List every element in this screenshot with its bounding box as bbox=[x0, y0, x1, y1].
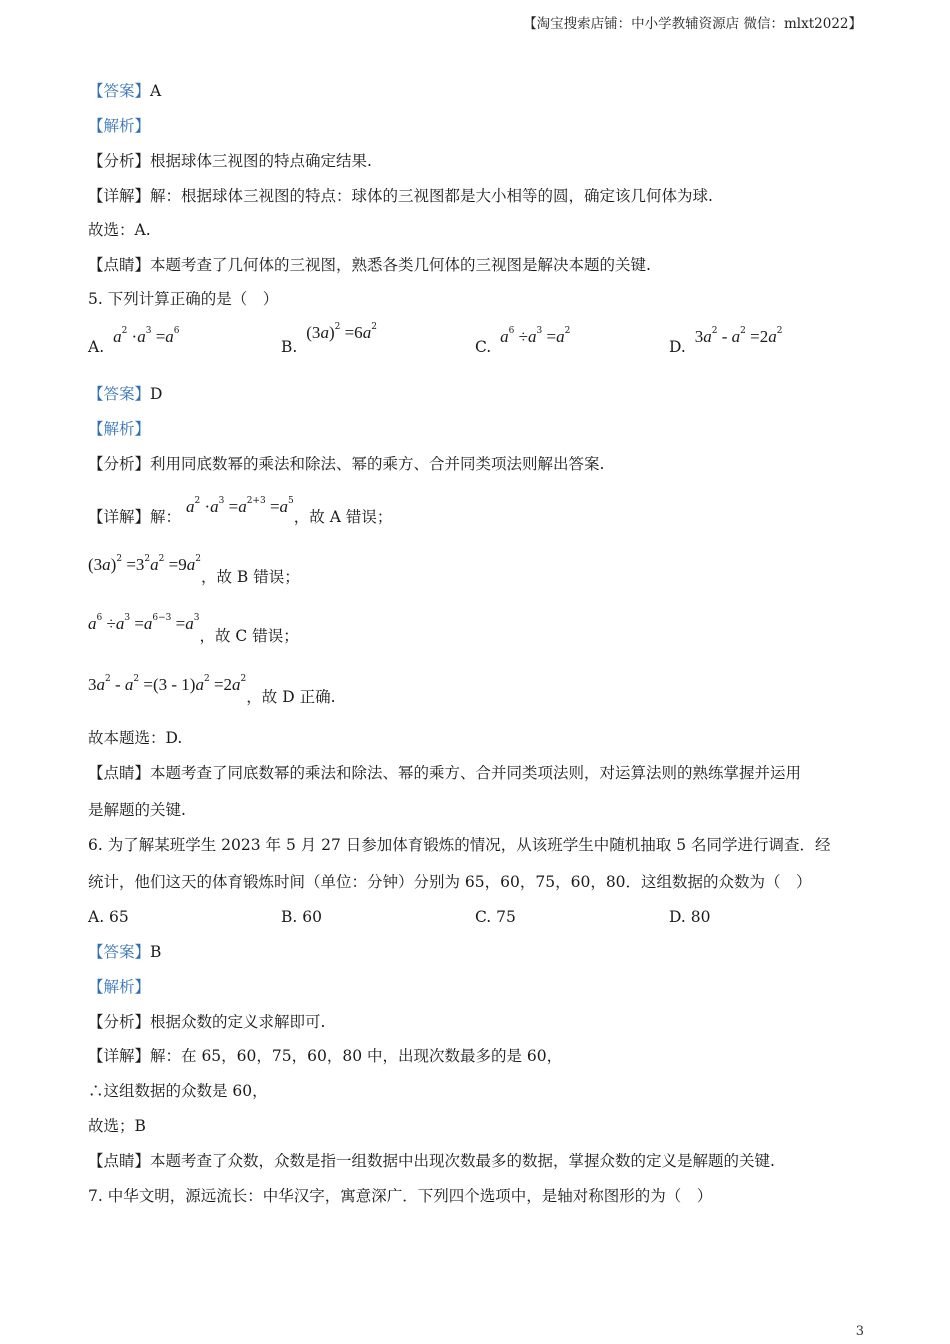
q5-analysis-tag: 【解析】 bbox=[88, 420, 151, 438]
q5-detail-c-tail: ，故 C 错误； bbox=[199, 627, 299, 645]
q5-note-tag: 【点睛】 bbox=[88, 764, 151, 782]
q5-option-b-formula: $(3a)^2 =6a^2$ bbox=[306, 322, 377, 342]
q5-option-d-formula: $3a^2 - a^2 =2a^2$ bbox=[694, 326, 783, 346]
q6-option-c: C. 75 bbox=[475, 908, 516, 926]
q7-stem: 7. 中华文明，源远流长：中华汉字，寓意深广．下列四个选项中，是轴对称图形的为（ ） bbox=[88, 1187, 713, 1205]
q5-option-a-formula: $a^2 \cdot a^3 =a^6$ bbox=[113, 326, 180, 346]
q5-detail-tag: 【详解】 bbox=[88, 508, 151, 526]
q5-answer-tag: 【答案】 bbox=[88, 385, 151, 403]
answer-tag: 【答案】 bbox=[88, 82, 151, 100]
q6-detail-line bbox=[88, 1045, 562, 1067]
q5-stem: 5. 下列计算正确的是（ ） bbox=[88, 290, 279, 308]
detail-tag: 【详解】 bbox=[88, 187, 151, 205]
q5-detail-d-formula: $3a^2 - a^2 =(3 - 1)a^2 =2a^2$ bbox=[88, 674, 247, 694]
q5-detail-b bbox=[88, 548, 300, 586]
detail-line bbox=[88, 185, 713, 207]
q5-detail-c bbox=[88, 607, 299, 645]
answer-line bbox=[88, 80, 161, 102]
q6-fenxi-tag: 【分析】 bbox=[88, 1013, 151, 1031]
q5-option-d: D. $3a^2 - a^2 =2a^2$ bbox=[669, 326, 783, 356]
page-header: 【淘宝搜索店铺：中小学教辅资源店 微信：mlxt2022】 bbox=[523, 16, 862, 32]
fenxi-line bbox=[88, 150, 372, 172]
q6-stem-line2: 统计，他们这天的体育锻炼时间（单位：分钟）分别为 65，60，75，60，80．这组数据的众数为（ ） bbox=[88, 873, 812, 891]
q6-stem-line1: 6. 为了解某班学生 2023 年 5 月 27 日参加体育锻炼的情况，从该班学生中随机抽取 5 名同学进行调查．经 bbox=[88, 836, 831, 854]
q6-note-text: 本题考查了众数，众数是指一组数据中出现次数最多的数据，掌握众数的定义是解题的关键. bbox=[150, 1152, 775, 1170]
q6-fenxi-line bbox=[88, 1011, 325, 1033]
q5-fenxi-line bbox=[88, 453, 604, 475]
page-number: 3 bbox=[855, 1324, 864, 1339]
q6-note-line bbox=[88, 1150, 775, 1172]
q6-therefore-line: ∴这组数据的众数是 60， bbox=[88, 1082, 268, 1100]
q5-option-c: C. $a^6 \div a^3 =a^2$ bbox=[475, 326, 571, 356]
q6-answer-tag: 【答案】 bbox=[88, 943, 151, 961]
note-tag: 【点睛】 bbox=[88, 256, 151, 274]
q6-detail-text: 解：在 65，60，75，60，80 中，出现次数最多的是 60， bbox=[150, 1047, 563, 1065]
choose-line: 故选：A. bbox=[88, 221, 151, 239]
q6-choose-line: 故选；B bbox=[88, 1117, 146, 1135]
q6-option-a: A. 65 bbox=[88, 908, 129, 926]
note-text: 本题考查了几何体的三视图，熟悉各类几何体的三视图是解决本题的关键. bbox=[150, 256, 651, 274]
q6-note-tag: 【点睛】 bbox=[88, 1152, 151, 1170]
q5-detail-d-tail: ，故 D 正确. bbox=[246, 688, 336, 706]
q5-detail-a bbox=[88, 490, 393, 526]
q5-answer-value: D bbox=[150, 385, 163, 403]
q5-option-c-formula: $a^6 \div a^3 =a^2$ bbox=[500, 326, 571, 346]
q5-detail-a-formula: $a^2 \cdot a^3 =a^{2+3} =a^5$ bbox=[185, 496, 294, 516]
q5-note-line1 bbox=[88, 762, 801, 784]
q6-answer-line bbox=[88, 941, 161, 963]
fenxi-tag: 【分析】 bbox=[88, 152, 151, 170]
q5-detail-lead: 解： bbox=[150, 508, 182, 526]
q5-detail-b-tail: ，故 B 错误； bbox=[200, 568, 300, 586]
q5-answer-line bbox=[88, 383, 162, 405]
q5-detail-c-formula: $a^6 \div a^3 =a^{6-3} =a^3$ bbox=[88, 613, 200, 633]
q5-option-a: A. $a^2 \cdot a^3 =a^6$ bbox=[88, 326, 180, 356]
detail-text: 解：根据球体三视图的特点：球体的三视图都是大小相等的圆，确定该几何体为球. bbox=[150, 187, 713, 205]
q6-option-b: B. 60 bbox=[281, 908, 322, 926]
q5-detail-b-formula: $(3a)^2 =3^2a^2 =9a^2$ bbox=[88, 554, 201, 574]
answer-value: A bbox=[150, 82, 162, 100]
q5-note-line2: 是解题的关键. bbox=[88, 801, 186, 819]
q5-detail-a-tail: ，故 A 错误； bbox=[293, 508, 393, 526]
q5-choose-line: 故本题选：D. bbox=[88, 729, 183, 747]
q5-note-text1: 本题考查了同底数幂的乘法和除法、幂的乘方、合并同类项法则，对运算法则的熟练掌握并运用 bbox=[150, 764, 802, 782]
q6-detail-tag: 【详解】 bbox=[88, 1047, 151, 1065]
q6-option-d: D. 80 bbox=[669, 908, 711, 926]
analysis-tag: 【解析】 bbox=[88, 117, 151, 135]
fenxi-text: 根据球体三视图的特点确定结果. bbox=[150, 152, 372, 170]
q5-detail-d bbox=[88, 668, 336, 706]
note-line bbox=[88, 254, 651, 276]
q6-analysis-tag: 【解析】 bbox=[88, 978, 151, 996]
q6-fenxi-text: 根据众数的定义求解即可. bbox=[150, 1013, 326, 1031]
q5-fenxi-tag: 【分析】 bbox=[88, 455, 151, 473]
q5-fenxi-text: 利用同底数幂的乘法和除法、幂的乘方、合并同类项法则解出答案. bbox=[150, 455, 605, 473]
q6-answer-value: B bbox=[150, 943, 162, 961]
q5-option-b: B. $(3a)^2 =6a^2$ bbox=[281, 322, 377, 356]
